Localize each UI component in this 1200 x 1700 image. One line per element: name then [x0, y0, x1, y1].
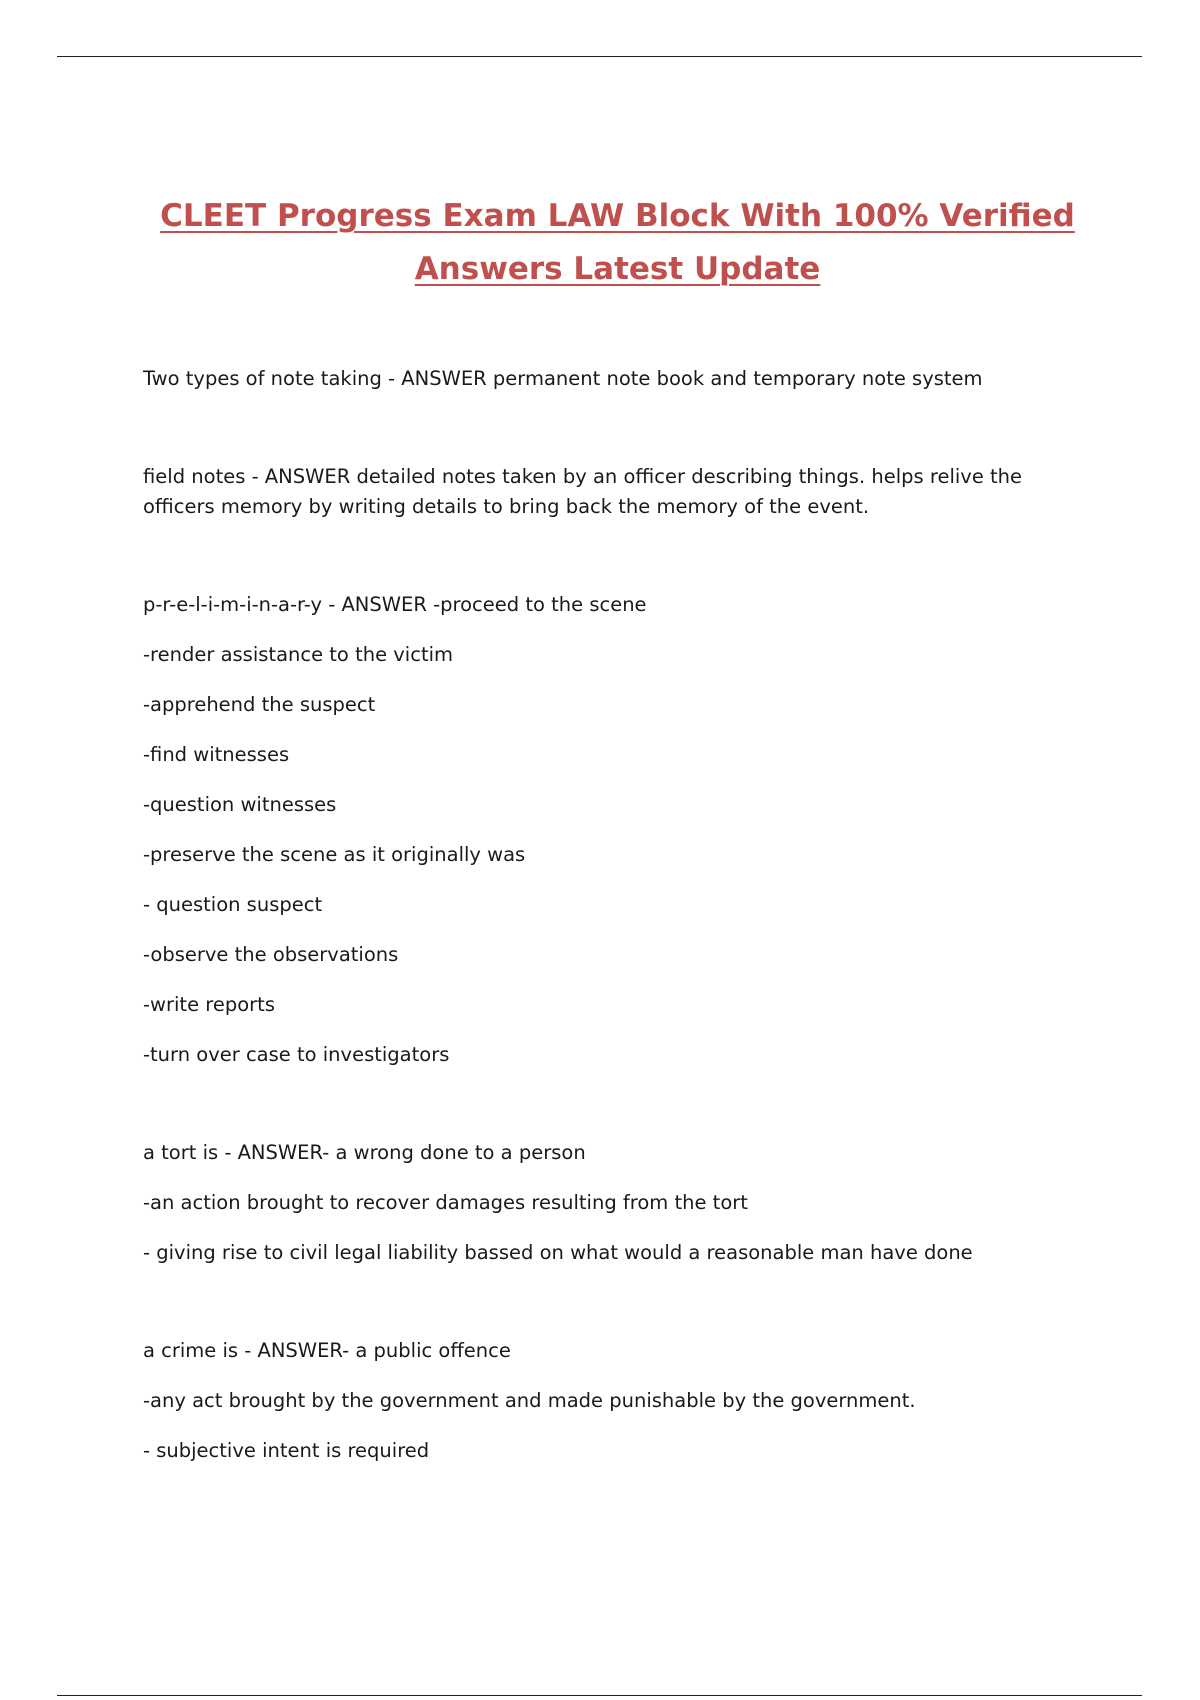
- entry-line: -preserve the scene as it originally was: [143, 843, 526, 866]
- qa-entry: [143, 462, 1083, 522]
- entry-line: -observe the observations: [143, 943, 399, 966]
- qa-entry: [143, 590, 1083, 1070]
- bottom-rule: [57, 1695, 1142, 1696]
- entry-line: field notes - ANSWER detailed notes taken by an officer describing things. helps relive the officers memory by writing details to bring back the memory of the event.: [143, 465, 1023, 518]
- entry-line: - giving rise to civil legal liability bassed on what would a reasonable man have done: [143, 1241, 973, 1264]
- qa-entry: [143, 364, 1083, 394]
- entry-line: -apprehend the suspect: [143, 693, 376, 716]
- entry-line: a tort is - ANSWER- a wrong done to a person: [143, 1141, 586, 1164]
- entry-line: -turn over case to investigators: [143, 1043, 450, 1066]
- entry-line: -an action brought to recover damages resulting from the tort: [143, 1191, 748, 1214]
- entry-line: p-r-e-l-i-m-i-n-a-r-y - ANSWER -proceed to the scene: [143, 593, 647, 616]
- document-body: [143, 364, 1083, 1534]
- entry-line: - question suspect: [143, 893, 323, 916]
- entry-line: - subjective intent is required: [143, 1439, 430, 1462]
- top-rule: [57, 56, 1142, 57]
- entry-line: -question witnesses: [143, 793, 337, 816]
- entry-line: Two types of note taking - ANSWER permanent note book and temporary note system: [143, 367, 983, 390]
- entry-line: -any act brought by the government and made punishable by the government.: [143, 1389, 916, 1412]
- qa-entry: [143, 1336, 1083, 1466]
- entry-line: -find witnesses: [143, 743, 290, 766]
- entry-line: a crime is - ANSWER- a public offence: [143, 1339, 511, 1362]
- qa-entry: [143, 1138, 1083, 1268]
- entry-line: -render assistance to the victim: [143, 643, 454, 666]
- entry-line: -write reports: [143, 993, 275, 1016]
- document-title: CLEET Progress Exam LAW Block With 100% Verified Answers Latest Update: [160, 198, 1075, 287]
